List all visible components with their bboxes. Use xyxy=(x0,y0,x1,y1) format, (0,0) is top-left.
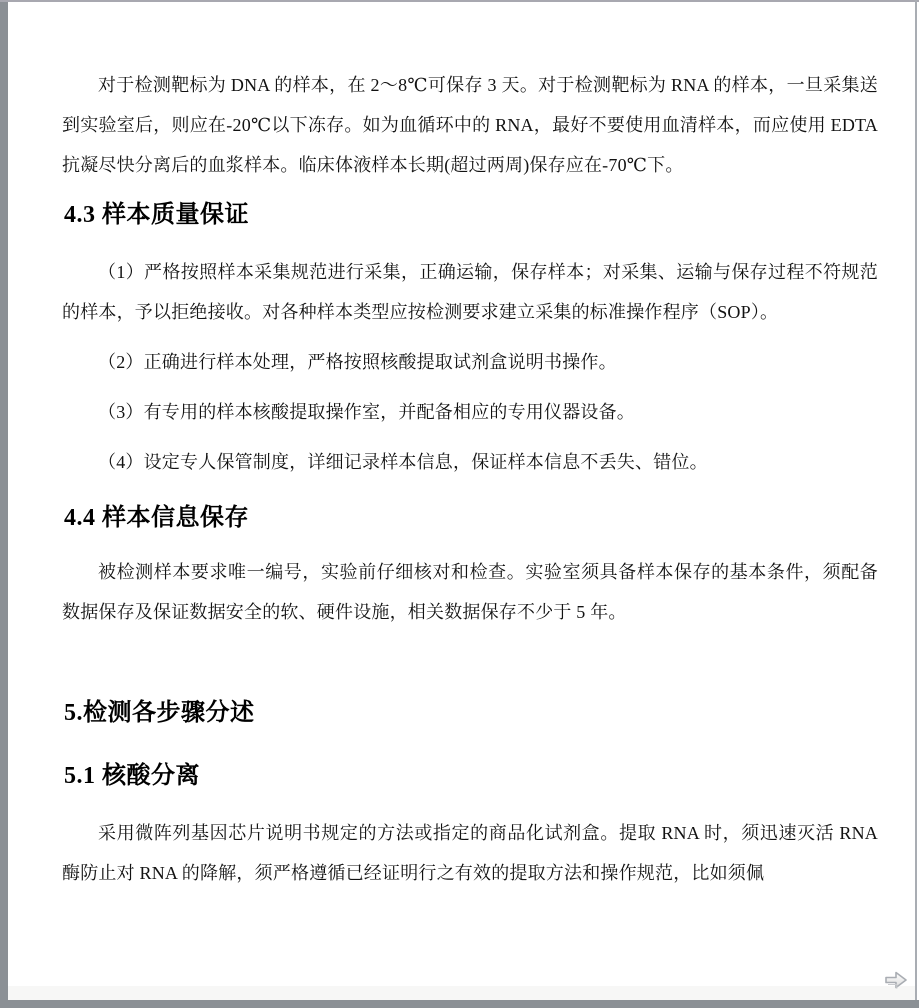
heading-section-5: 5.检测各步骤分述 xyxy=(64,700,255,726)
viewer-left-border xyxy=(0,0,8,1008)
list-item-2: （2）正确进行样本处理，严格按照核酸提取试剂盒说明书操作。 xyxy=(98,352,617,372)
paragraph-sample-storage: 对于检测靶标为 DNA 的样本，在 2～8℃可保存 3 天。对于检测靶标为 RNA 的样本，一旦采集送到实验室后，则应在-20℃以下冻存。如为血循环中的 RNA，最好不要使用血清样本，而应使用 EDTA 抗凝尽快分离后的血浆样本。临床体液样本长期(超过两周)保存应在-70℃下。 xyxy=(62,75,878,175)
heading-section-5-1: 5.1 核酸分离 xyxy=(64,763,200,789)
list-item-4: （4）设定专人保管制度，详细记录样本信息，保证样本信息不丢失、错位。 xyxy=(98,452,708,472)
heading-section-4-4: 4.4 样本信息保存 xyxy=(64,505,249,531)
list-item-1: （1）严格按照样本采集规范进行采集，正确运输，保存样本；对采集、运输与保存过程不符规范的样本，予以拒绝接收。对各种样本类型应按检测要求建立采集的标准操作程序（SOP）。 xyxy=(62,262,878,322)
list-item-3: （3）有专用的样本核酸提取操作室，并配备相应的专用仪器设备。 xyxy=(98,402,635,422)
viewer-bottom-border xyxy=(0,1000,919,1008)
viewer-top-border xyxy=(0,0,919,2)
next-page-arrow-icon[interactable] xyxy=(882,966,910,994)
paragraph-sample-info: 被检测样本要求唯一编号，实验前仔细核对和检查。实验室须具备样本保存的基本条件，须配备数据保存及保证数据安全的软、硬件设施，相关数据保存不少于 5 年。 xyxy=(62,562,878,622)
viewer-right-border xyxy=(915,0,917,1008)
heading-section-4-3: 4.3 样本质量保证 xyxy=(64,202,249,228)
paragraph-nucleic-acid: 采用微阵列基因芯片说明书规定的方法或指定的商品化试剂盒。提取 RNA 时，须迅速灭活 RNA 酶防止对 RNA 的降解，须严格遵循已经证明行之有效的提取方法和操作规范，比如须佩 xyxy=(62,823,878,883)
